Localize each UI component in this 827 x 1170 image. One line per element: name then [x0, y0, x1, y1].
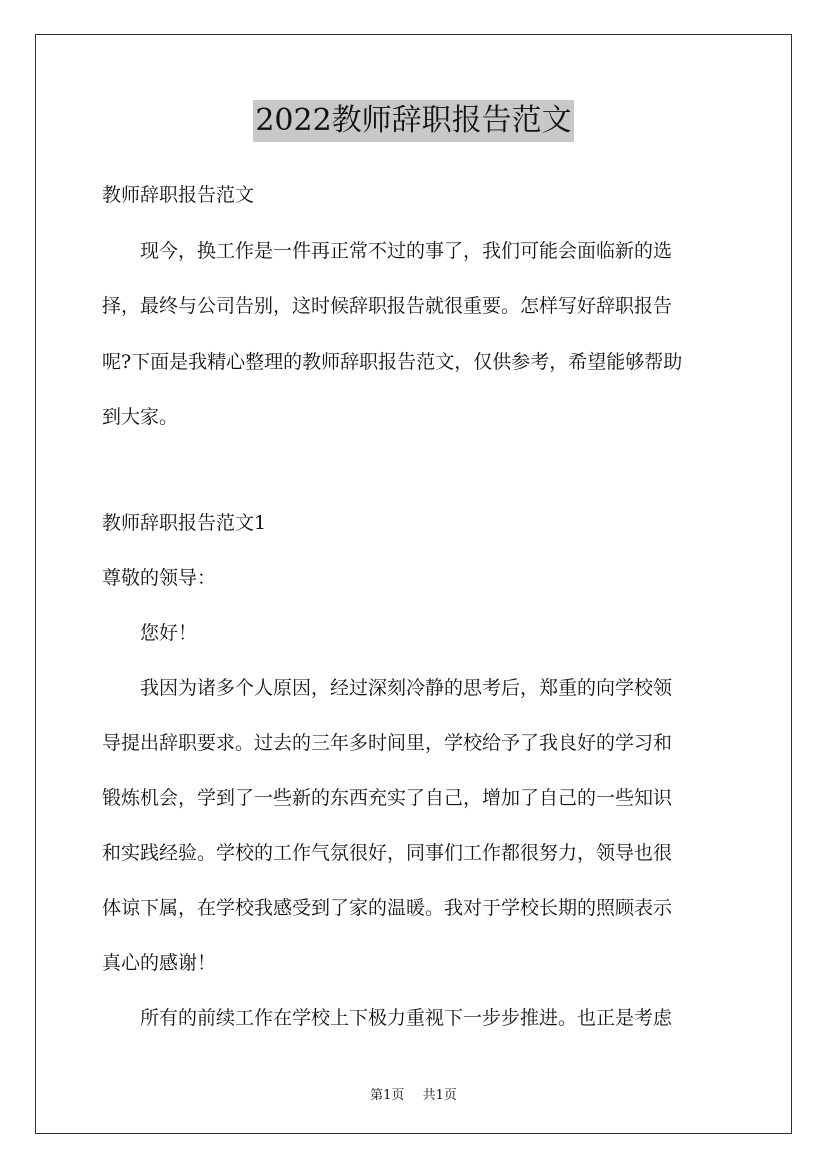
paragraph-line: 现今，换工作是一件再正常不过的事了，我们可能会面临新的选: [102, 240, 673, 262]
paragraph-line: 真心的感谢！: [102, 952, 217, 974]
paragraph-line: 到大家。: [102, 406, 179, 428]
page-total: 共1页: [422, 1088, 457, 1103]
section-heading: 教师辞职报告范文1: [102, 512, 267, 534]
section-heading: 教师辞职报告范文: [102, 184, 255, 206]
paragraph-line: 锻炼机会，学到了一些新的东西充实了自己，增加了自己的一些知识: [102, 787, 673, 809]
salutation: 尊敬的领导：: [102, 567, 217, 589]
page-number: 第1页: [370, 1088, 405, 1103]
page-footer: [0, 1084, 827, 1103]
document-title: 2022教师辞职报告范文: [253, 100, 573, 142]
paragraph-line: 体谅下属，在学校我感受到了家的温暖。我对于学校长期的照顾表示: [102, 897, 673, 919]
paragraph-line: 呢?下面是我精心整理的教师辞职报告范文，仅供参考，希望能够帮助: [102, 351, 683, 373]
paragraph-line: 和实践经验。学校的工作气氛很好，同事们工作都很努力，领导也很: [102, 842, 673, 864]
paragraph-line: 择，最终与公司告别，这时候辞职报告就很重要。怎样写好辞职报告: [102, 295, 673, 317]
paragraph-line: 所有的前续工作在学校上下极力重视下一步步推进。也正是考虑: [102, 1007, 673, 1029]
paragraph-line: 我因为诸多个人原因，经过深刻冷静的思考后，郑重的向学校领: [102, 677, 673, 699]
document-title-wrap: [0, 100, 827, 142]
paragraph-line: 导提出辞职要求。过去的三年多时间里，学校给予了我良好的学习和: [102, 732, 673, 754]
greeting: 您好！: [102, 622, 198, 644]
